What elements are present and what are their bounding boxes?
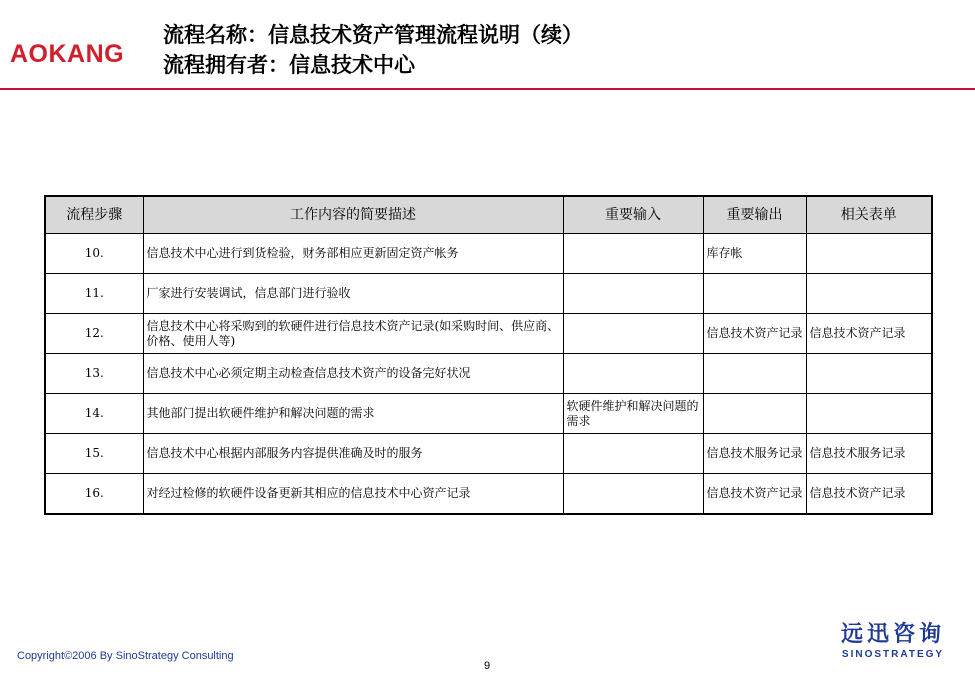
step-cell: 10. <box>45 234 143 274</box>
brand-chinese-name: 远迅咨询 <box>840 622 945 647</box>
process-owner-title: 流程拥有者：信息技术中心 <box>163 52 415 77</box>
input-cell <box>563 434 703 474</box>
table-row <box>45 354 932 394</box>
description-cell: 其他部门提出软硬件维护和解决问题的需求 <box>143 394 563 434</box>
table-row <box>45 314 932 354</box>
header-forms: 相关表单 <box>806 196 932 234</box>
brand-english-name: SINOSTRATEGY <box>841 649 945 660</box>
description-cell: 信息技术中心必须定期主动检查信息技术资产的设备完好状况 <box>143 354 563 394</box>
page-number: 9 <box>484 660 491 672</box>
input-cell <box>563 314 703 354</box>
form-cell <box>806 234 932 274</box>
table-row <box>45 474 932 515</box>
table-row <box>45 434 932 474</box>
process-name-title: 流程名称：信息技术资产管理流程说明（续） <box>163 22 583 47</box>
table-row <box>45 394 932 434</box>
description-cell: 信息技术中心将采购到的软硬件进行信息技术资产记录(如采购时间、供应商、价格、使用人等) <box>143 314 563 354</box>
input-cell <box>563 474 703 515</box>
form-cell <box>806 354 932 394</box>
step-cell: 14. <box>45 394 143 434</box>
process-table-container <box>44 195 931 515</box>
form-cell <box>806 394 932 434</box>
step-cell: 13. <box>45 354 143 394</box>
header-output: 重要输出 <box>703 196 806 234</box>
table-row <box>45 274 932 314</box>
output-cell <box>703 274 806 314</box>
table-header-row <box>45 196 932 234</box>
input-cell <box>563 354 703 394</box>
copyright-text: Copyright©2006 By SinoStrategy Consulting <box>17 650 234 662</box>
title-block <box>163 20 583 80</box>
output-cell <box>703 354 806 394</box>
output-cell: 信息技术资产记录 <box>703 314 806 354</box>
form-cell: 信息技术资产记录 <box>806 474 932 515</box>
output-cell: 库存帐 <box>703 234 806 274</box>
step-cell: 16. <box>45 474 143 515</box>
output-cell: 信息技术资产记录 <box>703 474 806 515</box>
process-table <box>44 195 933 515</box>
table-row <box>45 234 932 274</box>
output-cell <box>703 394 806 434</box>
header-input: 重要输入 <box>563 196 703 234</box>
step-cell: 12. <box>45 314 143 354</box>
form-cell <box>806 274 932 314</box>
input-cell <box>563 234 703 274</box>
form-cell: 信息技术服务记录 <box>806 434 932 474</box>
step-cell: 11. <box>45 274 143 314</box>
description-cell: 对经过检修的软硬件设备更新其相应的信息技术中心资产记录 <box>143 474 563 515</box>
input-cell <box>563 274 703 314</box>
sinostrategy-logo <box>833 621 953 661</box>
aokang-logo: AOKANG <box>10 40 125 68</box>
header-divider <box>0 88 975 90</box>
step-cell: 15. <box>45 434 143 474</box>
header-step: 流程步骤 <box>45 196 143 234</box>
description-cell: 厂家进行安装调试，信息部门进行验收 <box>143 274 563 314</box>
output-cell: 信息技术服务记录 <box>703 434 806 474</box>
description-cell: 信息技术中心根据内部服务内容提供准确及时的服务 <box>143 434 563 474</box>
description-cell: 信息技术中心进行到货检验，财务部相应更新固定资产帐务 <box>143 234 563 274</box>
input-cell: 软硬件维护和解决问题的需求 <box>563 394 703 434</box>
form-cell: 信息技术资产记录 <box>806 314 932 354</box>
header-description: 工作内容的简要描述 <box>143 196 563 234</box>
